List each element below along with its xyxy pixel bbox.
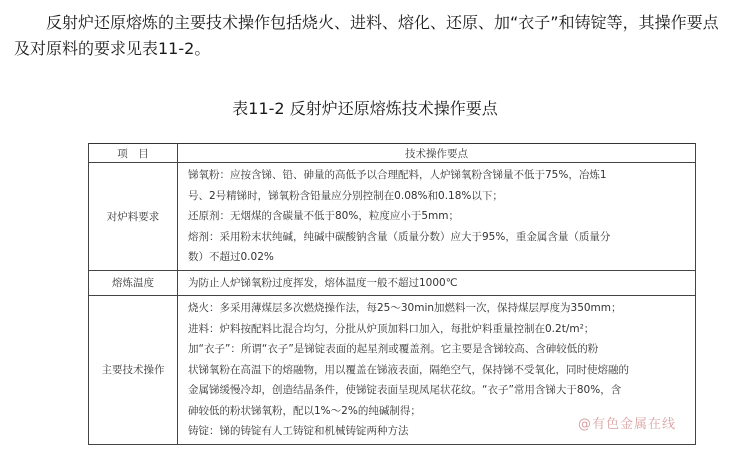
row-category: 主要技术操作 bbox=[89, 296, 178, 445]
technical-operations-table bbox=[88, 143, 696, 445]
description-line: 铸锭：锑的铸锭有人工铸锭和机械铸锭两种方法 bbox=[188, 425, 409, 437]
description-line: 加“衣子”：所谓“衣子”是锑锭表面的起星剂或覆盖剂。它主要是含锑较高、含砷较低的粉 bbox=[188, 343, 599, 355]
description-line: 熔剂：采用粉末状纯碱，纯碱中碳酸钠含量（质量分数）应大于95%，重金属含量（质量分 bbox=[188, 230, 611, 243]
description-line: 状锑氧粉在高温下的熔融物，用以覆盖在锑液表面，隔绝空气，保持锑不受氧化，同时使熔融的 bbox=[188, 363, 629, 376]
row-category: 对炉料要求 bbox=[89, 163, 178, 271]
table-header-row bbox=[89, 144, 696, 163]
watermark: @有色金属在线 bbox=[577, 417, 676, 432]
header-item: 项 目 bbox=[89, 144, 178, 163]
table-row bbox=[89, 163, 696, 271]
row-description bbox=[178, 163, 696, 271]
description-line: 金属锑缓慢冷却，创造结晶条件，使锑锭表面呈现凤尾状花纹。“衣子”常用含锑大于80%，含 bbox=[188, 384, 622, 396]
table-title: 表11-2 反射炉还原熔炼技术操作要点 bbox=[232, 99, 498, 118]
description-line: 号、2号精锑时，锑氧粉含铅量应分别控制在0.08%和0.18%以下； bbox=[188, 189, 503, 202]
header-key-points: 技术操作要点 bbox=[178, 144, 696, 163]
description-line: 锑氧粉：应按含锑、铅、砷量的高低予以合理配料，人炉锑氧粉含锑量不低于75%，冶炼1 bbox=[188, 169, 607, 181]
description-line: 砷较低的粉状锑氧粉，配以1%～2%的纯碱制得； bbox=[188, 404, 421, 417]
row-description bbox=[178, 270, 696, 296]
description-line: 烧火：多采用薄煤层多次燃烧操作法，每25～30min加燃料一次，保持煤层厚度为350mm； bbox=[188, 302, 622, 314]
description-line: 进料：炉料按配料比混合均匀，分批从炉顶加料口加入，每批炉料重量控制在0.2t/m²； bbox=[188, 322, 595, 335]
row-category: 熔炼温度 bbox=[89, 270, 178, 296]
description-line: 为防止人炉锑氧粉过度挥发，熔体温度一般不超过1000℃ bbox=[188, 276, 458, 289]
table-row bbox=[89, 270, 696, 296]
description-line: 还原剂：无烟煤的含碳量不低于80%，粒度应小于5mm； bbox=[188, 210, 459, 222]
description-line: 数）不超过0.02% bbox=[188, 251, 274, 263]
intro-paragraph: 反射炉还原熔炼的主要技术操作包括烧火、进料、熔化、还原、加“衣子”和铸锭等，其操作要点及对原料的要求见表11-2。 bbox=[14, 13, 719, 58]
